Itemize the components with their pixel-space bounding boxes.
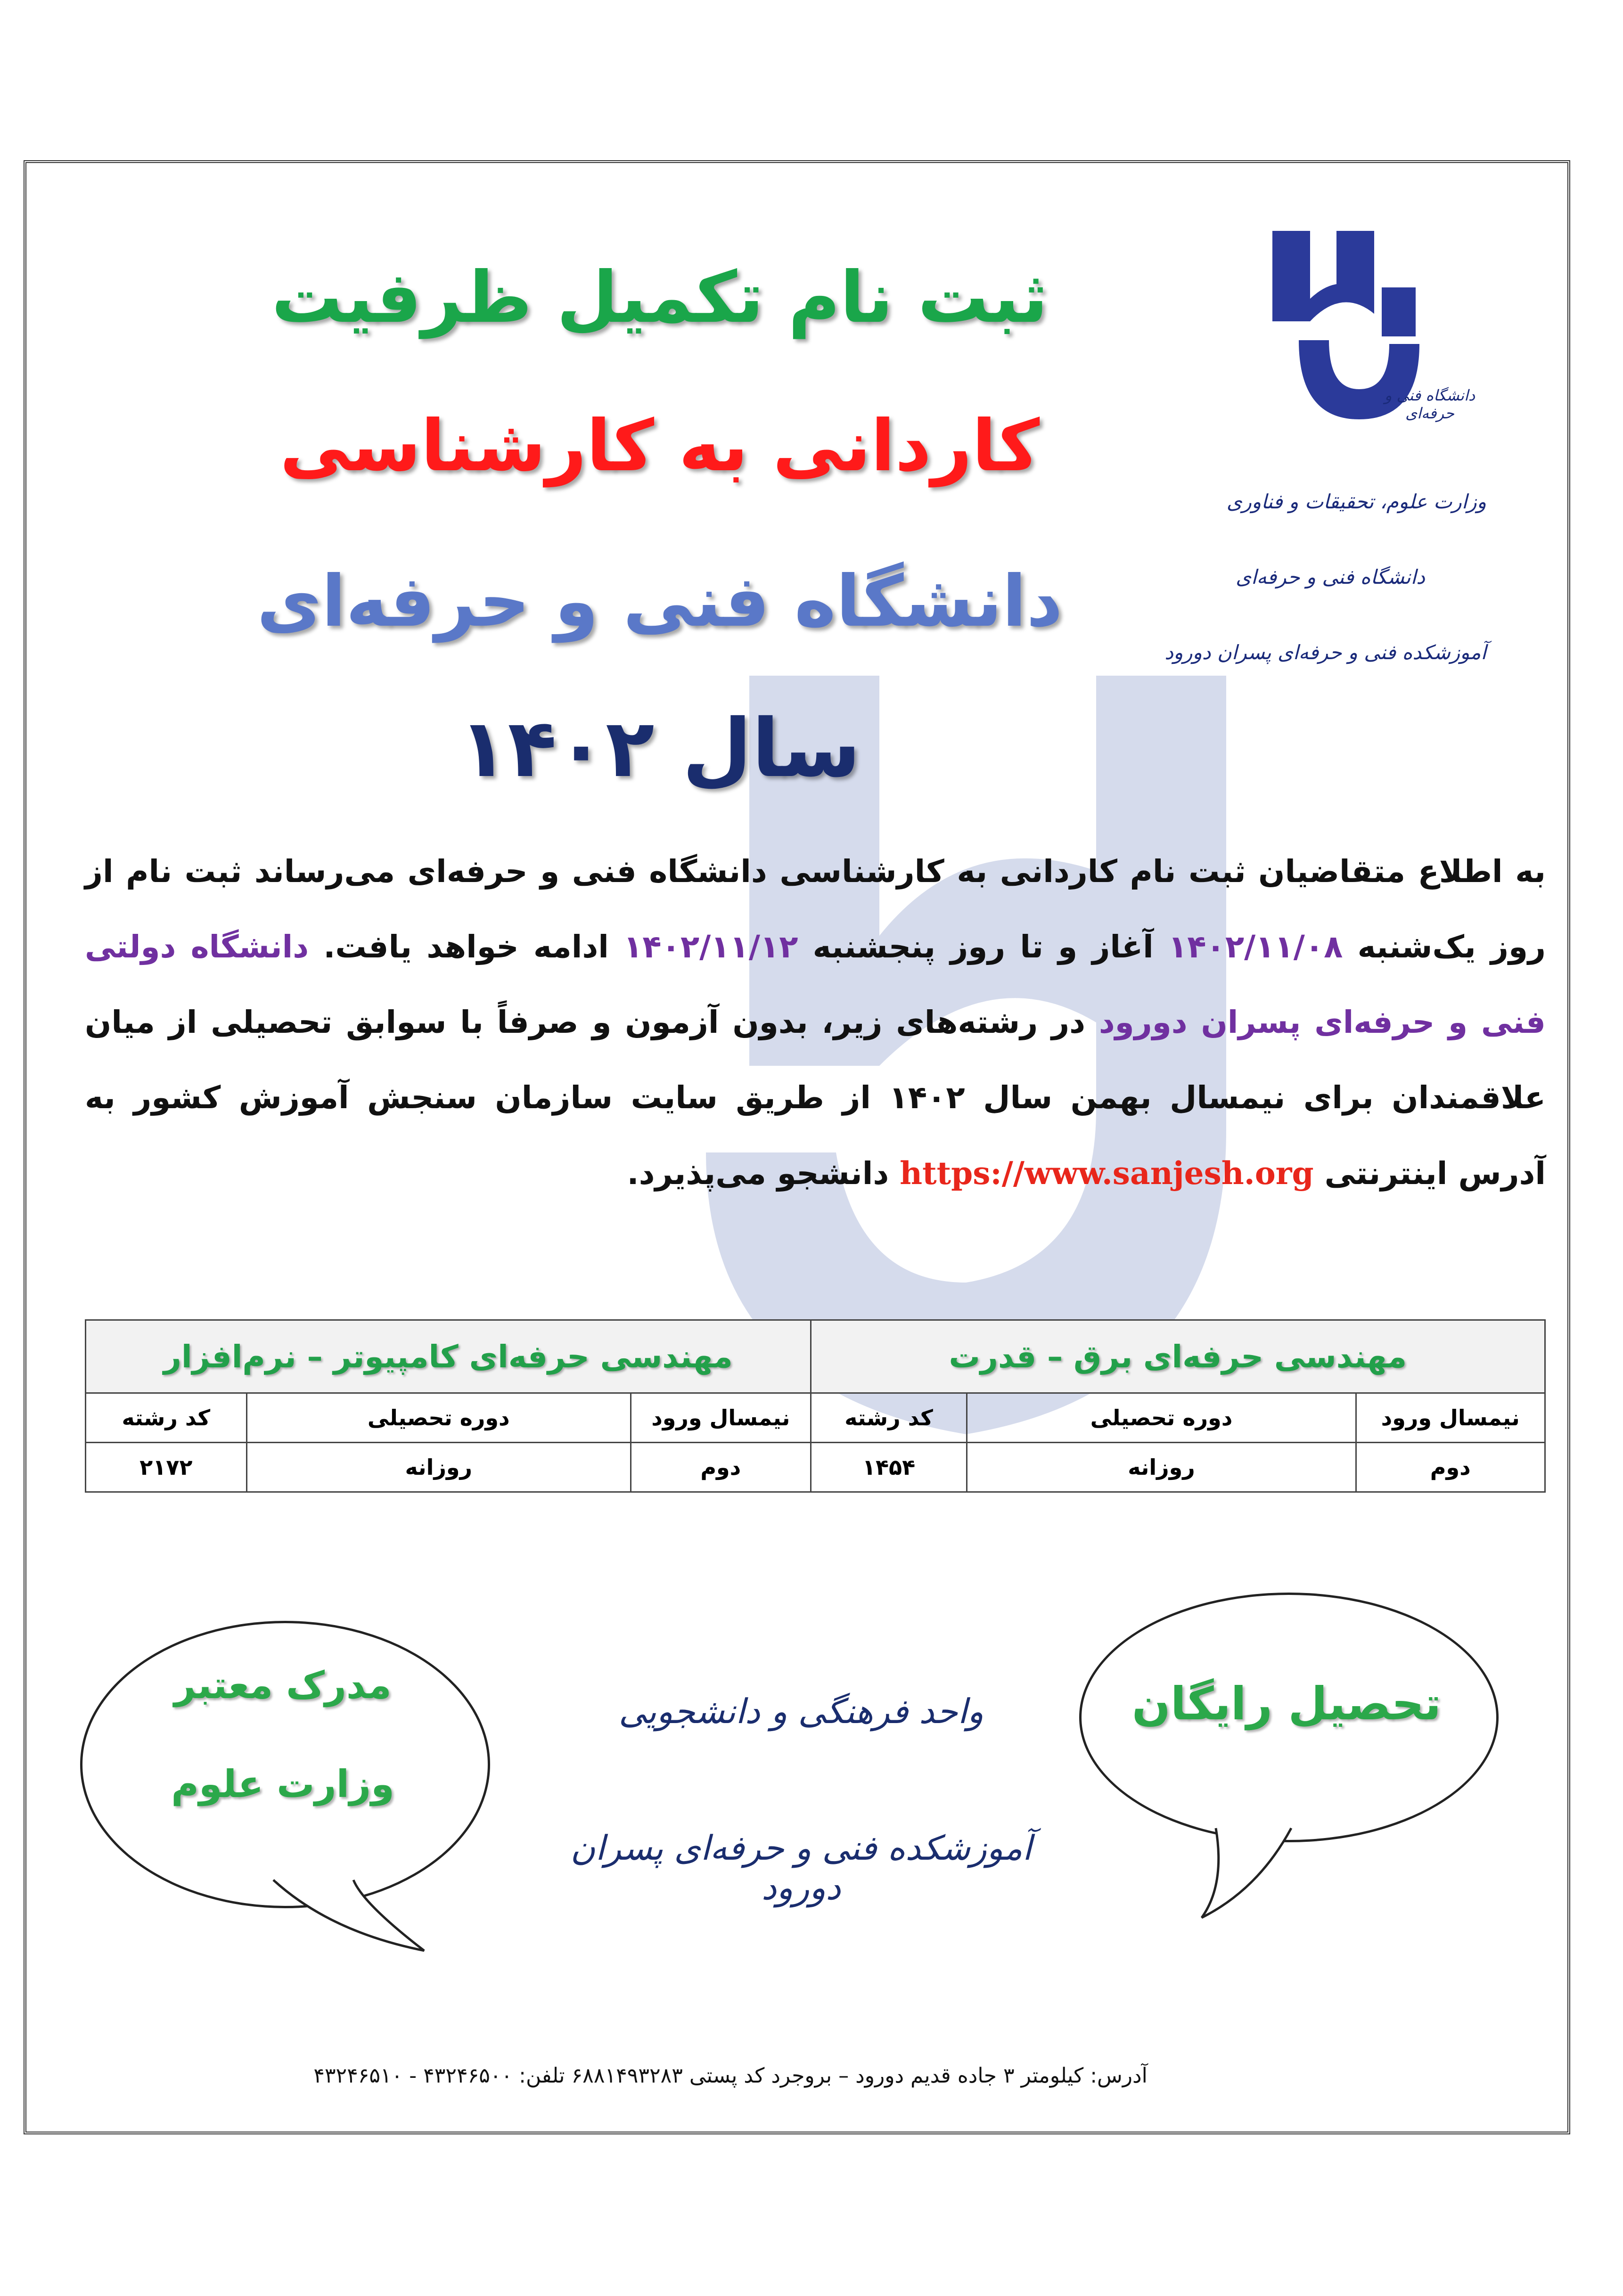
end-date: ۱۴۰۲/۱۱/۱۲ <box>623 929 798 965</box>
header-course-type: دوره تحصیلی <box>246 1393 631 1443</box>
bubble-left-line1: مدرک معتبر <box>174 1663 392 1707</box>
cell-code: ۱۴۵۴ <box>811 1443 967 1492</box>
announcement-part4: در رشته‌های زیر، بدون آزمون و صرفاً با سوابق تحصیلی از میان علاقمندان برای نیمسال بهمن سال ۱۴۰۲ از طریق سایت سازمان سنجش آموزش کشور به آدرس اینترنتی <box>85 1004 1546 1192</box>
cell-course-type: روزانه <box>246 1443 631 1492</box>
title-year: سال ۱۴۰۲ <box>459 702 861 795</box>
announcement-part1: به اطلاع متقاضیان ثبت نام کاردانی به کارشناسی دانشگاه فنی و حرفه‌ای می‌رساند ثبت نام از روز یک‌شنبه <box>85 853 1546 965</box>
signature-line-1: واحد فرهنگی و دانشجویی <box>618 1691 984 1731</box>
header-semester: نیمسال ورود <box>1356 1393 1545 1443</box>
speech-bubble-tail-right <box>1197 1819 1301 1922</box>
logo-faculty: آموزشکده فنی و حرفه‌ای پسران دورود <box>1164 641 1486 664</box>
speech-bubble-tail-left <box>264 1875 434 1955</box>
logo-ministry: وزارت علوم، تحقیقات و فناوری <box>1226 490 1486 513</box>
title-line-1: ثبت نام تکمیل ظرفیت <box>271 257 1048 339</box>
header-semester: نیمسال ورود <box>631 1393 811 1443</box>
announcement-paragraph <box>85 834 1546 1211</box>
logo-university: دانشگاه فنی و حرفه‌ای <box>1236 565 1425 588</box>
title-line-2: کاردانی به کارشناسی <box>279 405 1040 487</box>
bubble-left-line2: وزارت علوم <box>171 1762 394 1806</box>
cell-semester: دوم <box>1356 1443 1545 1492</box>
footer-address: آدرس: کیلومتر ۳ جاده قدیم دورود – بروجرد کد پستی ۶۸۸۱۴۹۳۲۸۳ تلفن: ۴۳۲۴۶۵۰۰ - ۴۳۲۴۶۵۱۰ <box>313 2064 1148 2088</box>
table-row <box>86 1443 1545 1492</box>
title-line-3: دانشگاه فنی و حرفه‌ای <box>256 561 1063 643</box>
logo-emblem-text: دانشگاه فنی و حرفه‌ای <box>1384 386 1475 422</box>
announcement-part2: آغاز و تا روز پنجشنبه <box>798 929 1168 965</box>
announcement-part5: دانشجو می‌پذیرد. <box>627 1155 900 1192</box>
major-electrical: مهندسی حرفه‌ای برق – قدرت <box>811 1320 1545 1393</box>
bubble-right-text: تحصیل رایگان <box>1131 1677 1442 1730</box>
sanjesh-link[interactable]: https://www.sanjesh.org <box>900 1155 1314 1192</box>
fields-table <box>85 1319 1546 1493</box>
header-code: کد رشته <box>86 1393 247 1443</box>
institution-name: دانشگاه دولتی فنی و حرفه‌ای پسران دورود <box>85 929 1546 1040</box>
header-course-type: دوره تحصیلی <box>967 1393 1356 1443</box>
announcement-part3: ادامه خواهد یافت. <box>309 929 624 965</box>
cell-code: ۲۱۷۲ <box>86 1443 247 1492</box>
university-logo <box>1272 231 1461 457</box>
start-date: ۱۴۰۲/۱۱/۰۸ <box>1168 929 1343 965</box>
cell-course-type: روزانه <box>967 1443 1356 1492</box>
signature-line-2: آموزشکده فنی و حرفه‌ای پسران دورود <box>570 1828 1032 1907</box>
header-code: کد رشته <box>811 1393 967 1443</box>
cell-semester: دوم <box>631 1443 811 1492</box>
major-computer: مهندسی حرفه‌ای کامپیوتر – نرم‌افزار <box>86 1320 811 1393</box>
